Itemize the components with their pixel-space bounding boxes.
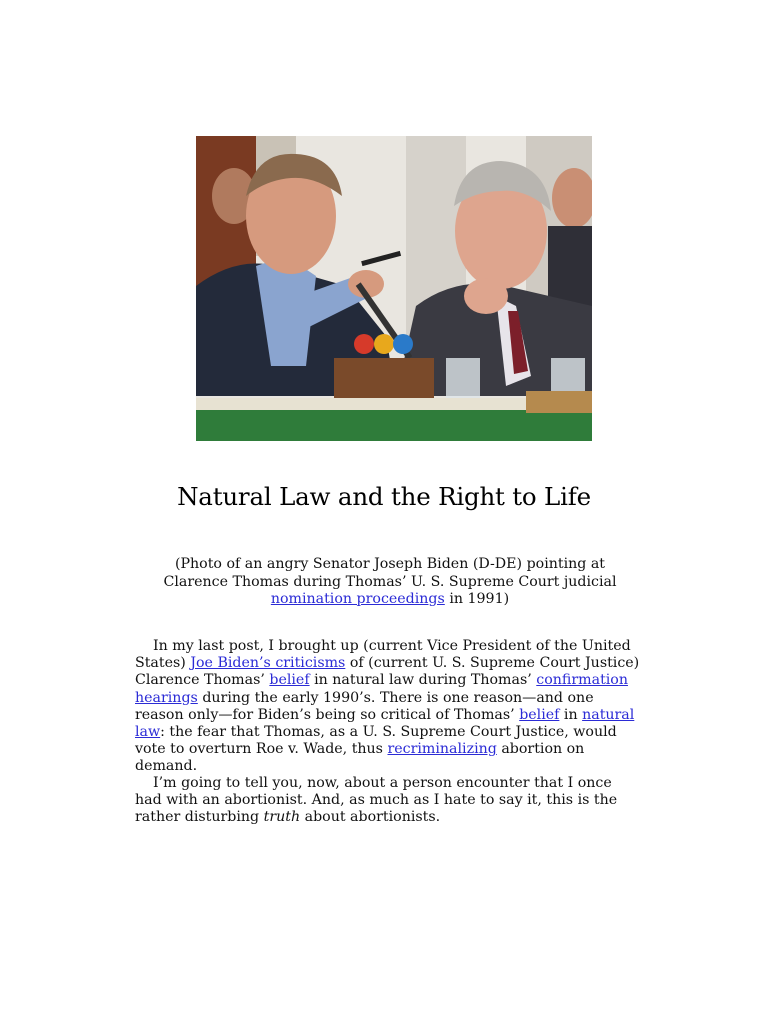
photo-caption xyxy=(150,556,630,609)
paragraph-text: of (current U. S. Supreme Court Justice) Clarence Thomas’ xyxy=(135,655,640,689)
paragraph-text: during the early 1990’s. There is one reason—and one reason only—for Biden’s being so critical of Thomas’ xyxy=(135,689,594,723)
paragraph-text: about abortionists. xyxy=(300,809,441,826)
hearing-photo xyxy=(196,136,592,441)
paragraph-1 xyxy=(135,638,640,776)
paragraph-text: in xyxy=(559,706,583,723)
paragraph-text: in natural law during Thomas’ xyxy=(309,672,537,689)
natural-law-link[interactable]: natural law xyxy=(135,706,635,741)
confirmation-hearings-link[interactable]: confirmation hearings xyxy=(135,672,628,706)
belief-link[interactable]: belief xyxy=(269,672,310,689)
caption-text: (Photo of an angry Senator Joseph Biden (D-DE) pointing at Clarence Thomas during Thomas’ U. S. Supreme Court judicial xyxy=(163,556,617,590)
article-title: Natural Law and the Right to Life xyxy=(177,482,591,511)
caption-text-end: in 1991) xyxy=(444,591,510,607)
hearing-photo-illustration xyxy=(196,136,592,441)
biden-criticisms-link[interactable]: Joe Biden’s criticisms xyxy=(190,655,346,672)
recriminalizing-link[interactable]: recriminalizing xyxy=(387,741,497,758)
paragraph-2 xyxy=(135,775,640,827)
emphasis-truth: truth xyxy=(263,809,301,826)
belief-link-2[interactable]: belief xyxy=(519,706,560,723)
paragraph-text: In my last post, I brought up (current Vice President of the United States) xyxy=(135,638,631,672)
nomination-proceedings-link[interactable]: nomination proceedings xyxy=(270,591,445,607)
paragraph-text: : the fear that Thomas, as a U. S. Supreme Court Justice, would vote to overturn Roe v. Wade, thus xyxy=(135,724,617,758)
paragraph-text: abortion on demand. xyxy=(135,741,585,775)
paragraph-text: I’m going to tell you, now, about a person encounter that I once had with an abortionist. And, as much as I hate to say it, this is the rather disturbing xyxy=(135,775,618,826)
